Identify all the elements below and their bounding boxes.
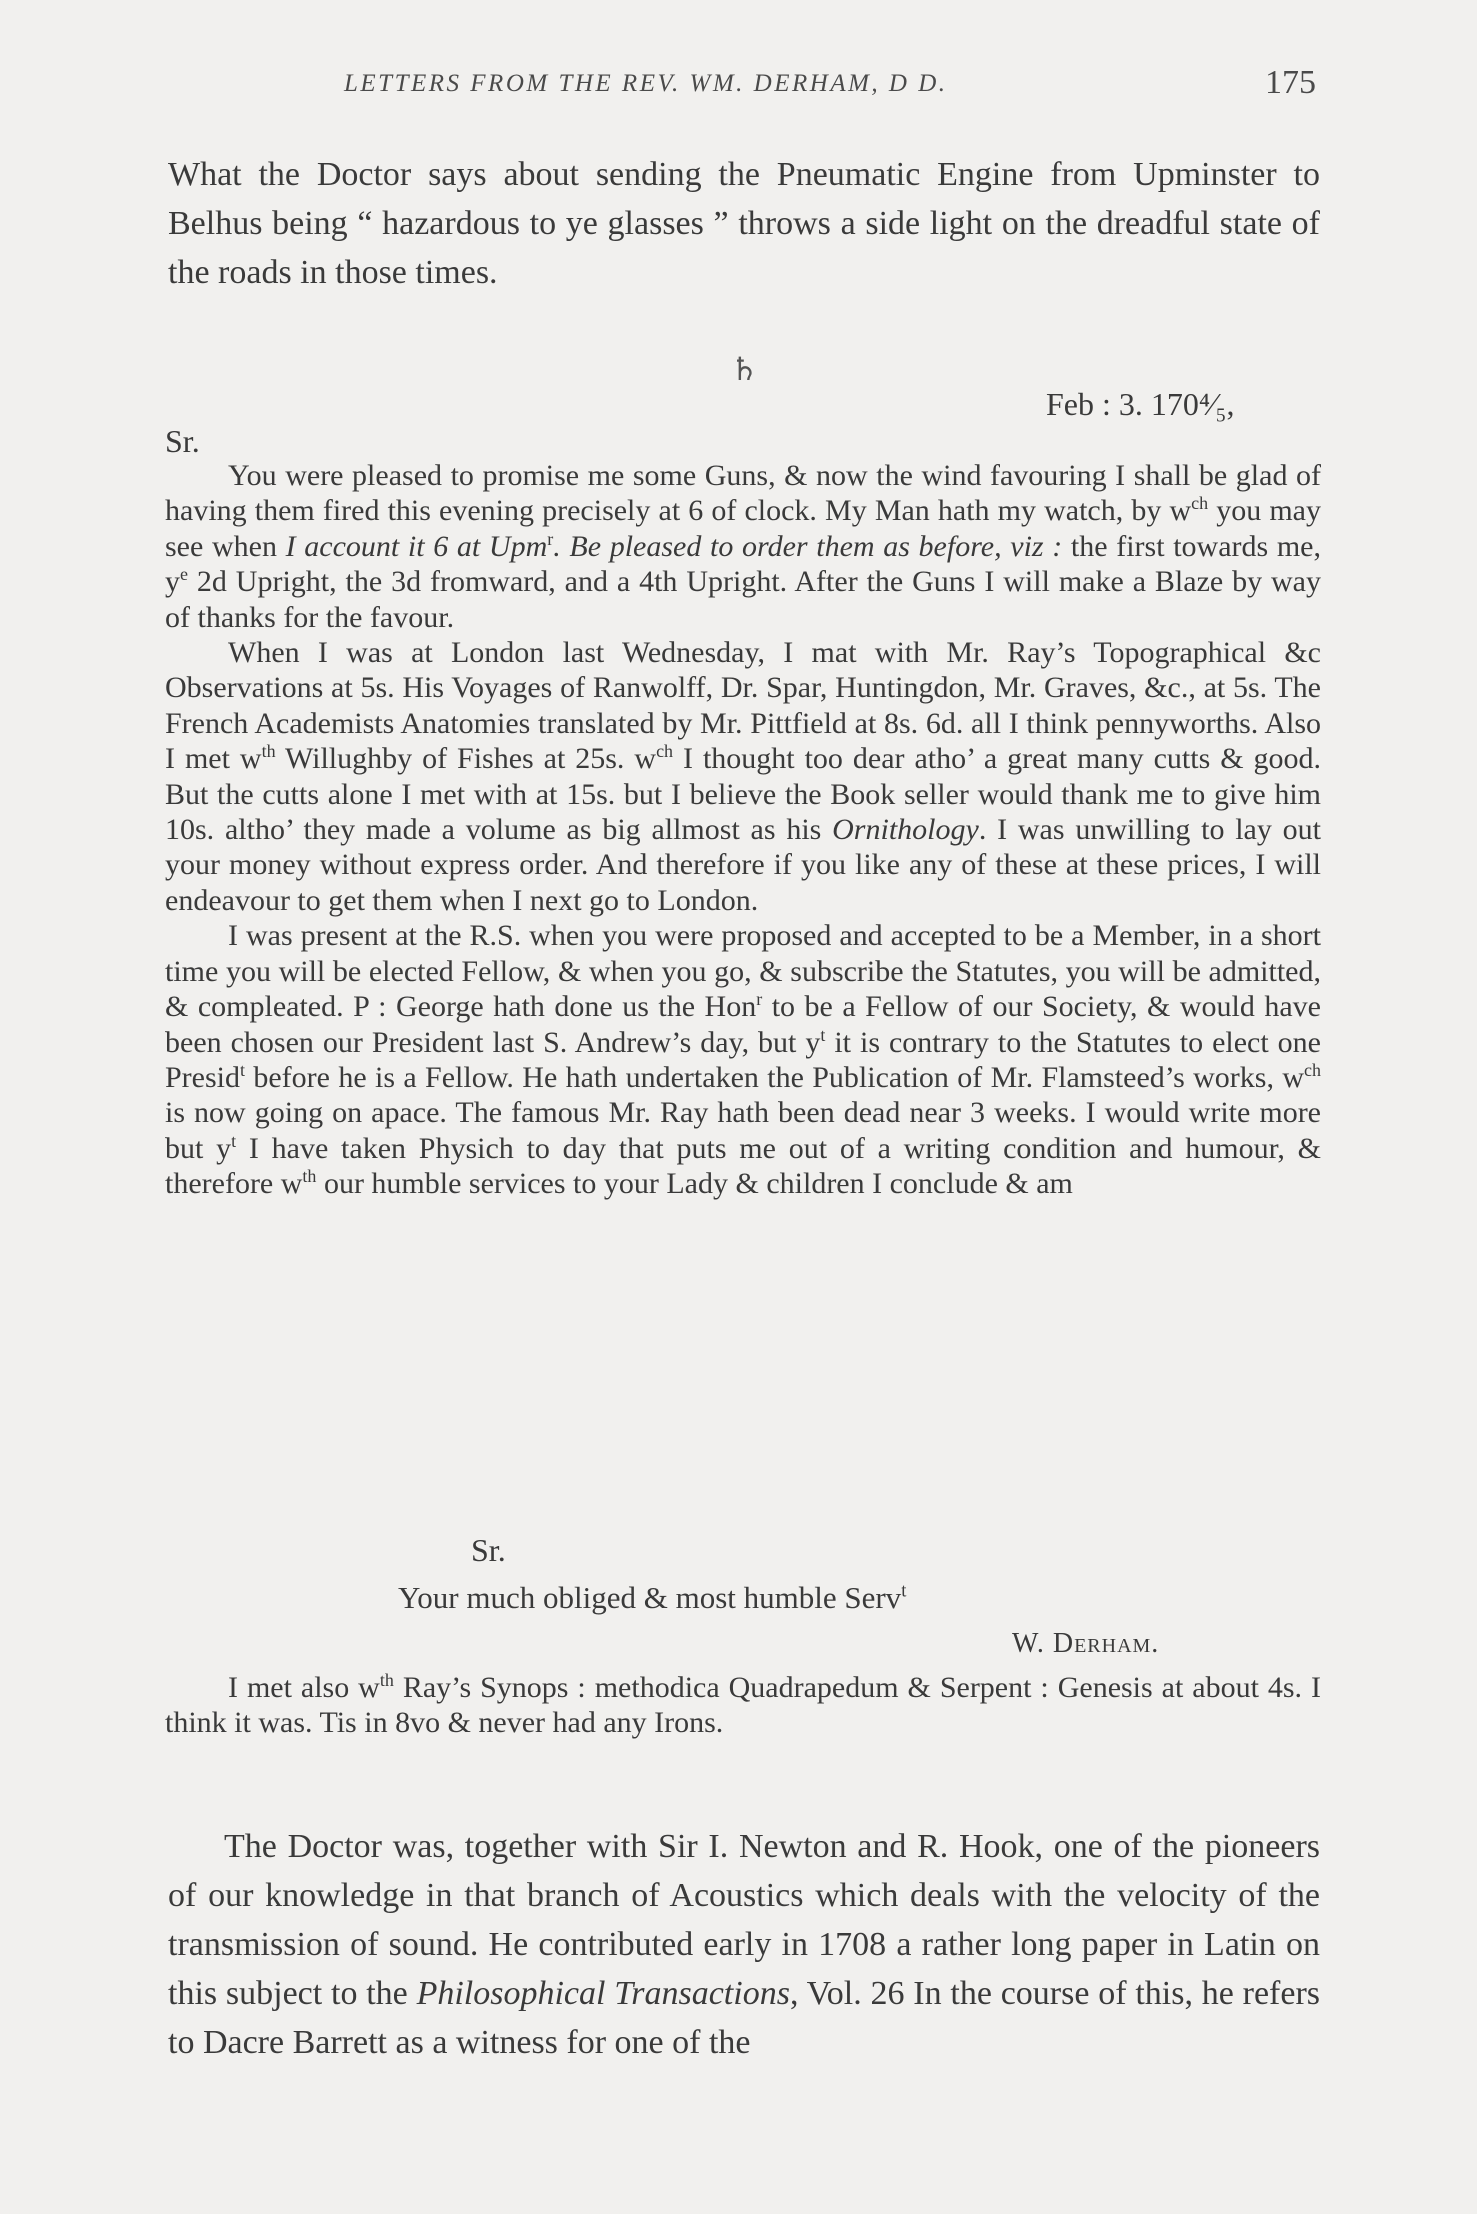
text-run: I thought too dear atho’ a great many cutts & good. But the cutts alone I met with at 15s. but I believe the Book seller would thank me to give him 10s. altho’ they made a volume as big allmost as his bbox=[165, 742, 1322, 847]
text-run: I have taken Physich to day that puts me out of a writing condition and humour, & therefore w bbox=[165, 1131, 1321, 1201]
letter-closing bbox=[398, 1580, 906, 1616]
superscript: t bbox=[820, 1024, 826, 1045]
italic-run: Ornithology bbox=[832, 813, 979, 847]
superscript: ch bbox=[1304, 1059, 1321, 1080]
text-run: you may see when bbox=[165, 494, 1321, 563]
text-run: I was present at the R.S. when you were proposed and accepted to be a Member, in a short time you will be elected Fellow, & when you go, & subscribe the Statutes, you will be admitted, & compleated. P : George hath done us the Hon bbox=[165, 919, 1321, 1024]
text-run: to be a Fellow of our Society, & would have been chosen our President last S. Andrew’s day, but y bbox=[165, 990, 1321, 1059]
superscript: r bbox=[547, 528, 554, 549]
superscript: th bbox=[302, 1166, 317, 1187]
saturn-symbol-icon: ♄ bbox=[730, 351, 759, 387]
letter-paragraph-2 bbox=[165, 635, 1321, 918]
italic-run: . Be pleased to order them as before, viz : bbox=[553, 529, 1063, 563]
letter-body bbox=[165, 458, 1321, 1202]
letter-paragraph-3 bbox=[165, 918, 1321, 1201]
superscript: ch bbox=[1191, 493, 1209, 514]
text-run: , Vol. 26 In the course of this, he refers to Dacre Barrett as a witness for one of the bbox=[168, 1975, 1321, 2061]
page-number: 175 bbox=[1265, 64, 1316, 101]
superscript: t bbox=[901, 1580, 907, 1602]
text-run: I met also w bbox=[228, 1671, 380, 1704]
superscript: t bbox=[240, 1059, 246, 1080]
text-run: Ray’s Synops : methodica Quadrapedum & Serpent : Genesis at about 4s. I think it was. Tis in 8vo & never had any Irons. bbox=[165, 1671, 1321, 1740]
superscript: t bbox=[231, 1130, 237, 1151]
letter-signature: W. Derham. bbox=[1012, 1628, 1160, 1659]
closing-salutation: Sr. bbox=[471, 1532, 506, 1568]
letter-salutation: Sr. bbox=[165, 423, 200, 459]
text-run: The Doctor was, together with Sir I. Newton and R. Hook, one of the pioneers of our knowledge in that branch of Acoustics which deals with the velocity of the transmission of sound. He contributed early in 1708 a rather long paper in Latin on this subject to the bbox=[168, 1828, 1320, 2012]
intro-paragraph: What the Doctor says about sending the Pneumatic Engine from Upminster to Belhus being “ hazardous to ye glasses ” throws a side light on the dreadful state of the roads in those times. bbox=[168, 156, 1320, 291]
text-run: it is contrary to the Statutes to elect one Presid bbox=[165, 1025, 1321, 1094]
text-run: . I was unwilling to lay out your money without express order. And therefore if you like any of these at these prices, I will endeavour to get them when I next go to London. bbox=[165, 813, 1321, 917]
text-run: When I was at London last Wednesday, I mat with Mr. Ray’s Topographical &c Observations at 5s. His Voyages of Ranwolff, Dr. Spar, Huntingdon, Mr. Graves, &c., at 5s. The French Academists Anatomies translated by Mr. Pittfield at 8s. 6d. all I think pennyworths. Also I met w bbox=[165, 636, 1321, 776]
letter-paragraph-1 bbox=[165, 458, 1321, 635]
text-run: the first towards me, y bbox=[165, 529, 1321, 599]
italic-run: I account it 6 at Upm bbox=[285, 529, 548, 563]
text-run: our humble services to your Lady & children I conclude & am bbox=[316, 1167, 1073, 1201]
italic-run: Philosophical Transactions bbox=[416, 1975, 790, 2012]
outro-paragraph bbox=[168, 1822, 1320, 2067]
text-run: Your much obliged & most humble Serv bbox=[398, 1580, 902, 1615]
superscript: r bbox=[756, 989, 763, 1010]
superscript: e bbox=[180, 564, 188, 585]
text-run: before he is a Fellow. He hath undertaken the Publication of Mr. Flamsteed’s works, w bbox=[245, 1060, 1304, 1094]
letter-date: Feb : 3. 170⁴⁄₅, bbox=[1046, 386, 1235, 422]
superscript: th bbox=[261, 741, 276, 762]
text-run: Willughby of Fishes at 25s. w bbox=[275, 742, 657, 776]
text-run: 2d Upright, the 3d fromward, and a 4th Upright. After the Guns I will make a Blaze by way of thanks for the favour. bbox=[165, 565, 1321, 634]
running-head: LETTERS FROM THE REV. WM. DERHAM, D D. bbox=[344, 70, 948, 97]
letter-postscript bbox=[165, 1670, 1321, 1741]
superscript: ch bbox=[656, 741, 674, 762]
text-run: is now going on apace. The famous Mr. Ray hath been dead near 3 weeks. I would write more but y bbox=[165, 1096, 1321, 1165]
superscript: th bbox=[379, 1670, 394, 1690]
text-run: You were pleased to promise me some Guns, & now the wind favouring I shall be glad of having them fired this evening precisely at 6 of clock. My Man hath my watch, by w bbox=[165, 459, 1321, 528]
